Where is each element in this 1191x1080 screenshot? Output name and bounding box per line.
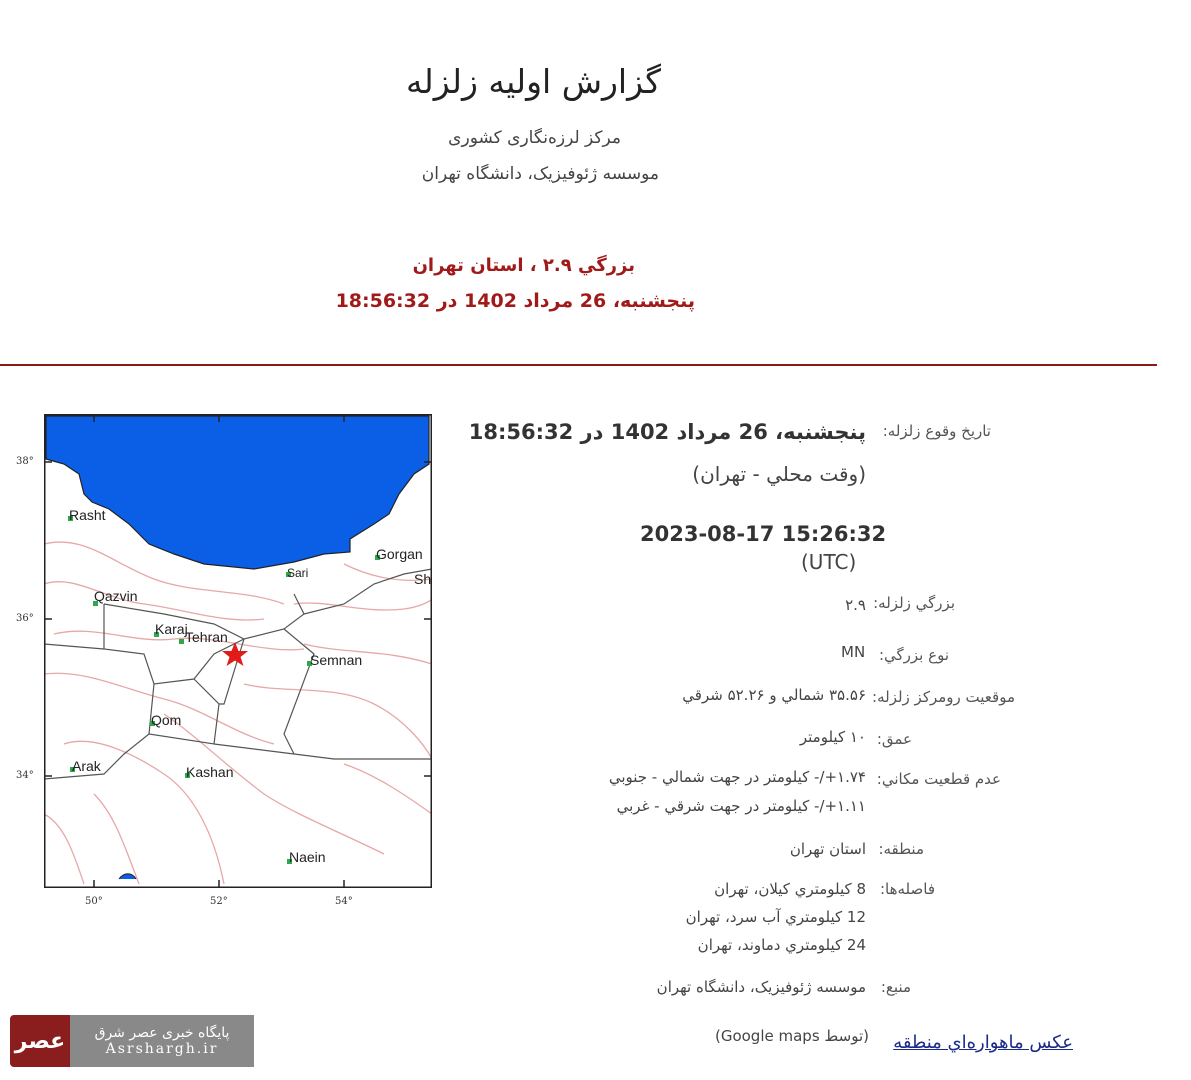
city-label: Sari — [287, 566, 309, 580]
satellite-link-note: (توسط Google maps) — [714, 1027, 869, 1045]
magtype-label: نوع بزرگي: — [878, 646, 949, 664]
time-utc: 2023-08-17 15:26:32 — [640, 522, 887, 546]
site-logo: عصر — [10, 1015, 70, 1067]
center-name: مرکز لرزه‌نگاری کشوری — [448, 128, 621, 148]
lat-tick-label: 36° — [16, 613, 34, 624]
lon-tick-label: 50° — [85, 896, 103, 907]
lon-tick-label: 52° — [210, 896, 228, 907]
distances-label: فاصله‌ها: — [879, 880, 935, 898]
datetime-headline: پنجشنبه، 26 مرداد 1402 در 18:56:32 — [335, 290, 695, 312]
city-label: Sh — [414, 571, 432, 587]
city-label: Naein — [289, 849, 326, 865]
magtype-value: MN — [841, 643, 866, 661]
satellite-image-link[interactable]: عكس ماهواره‌اي منطقه — [893, 1032, 1073, 1053]
header-divider — [0, 364, 1157, 366]
site-watermark — [10, 1015, 254, 1067]
city-label: Gorgan — [376, 546, 423, 562]
depth-value: ۱۰ كيلومتر — [799, 728, 866, 746]
uncertainty-label: عدم قطعيت مكاني: — [876, 770, 1001, 788]
source-label: منبع: — [880, 978, 911, 996]
site-url: Asrshargh.ir — [105, 1041, 219, 1057]
depth-label: عمق: — [876, 730, 912, 748]
distance-item: 12 كيلومتري آب سرد، تهران — [685, 908, 866, 926]
uncertainty-ns: ۱.۷۴+/- كيلومتر در جهت شمالي - جنوبي — [608, 768, 866, 786]
time-local-note: (وقت محلي - تهران) — [692, 462, 866, 486]
lat-tick-label: 38° — [16, 456, 34, 467]
source-value: موسسه ژئوفيزيک، دانشگاه تهران — [656, 978, 866, 996]
report-title: گزارش اولیه زلزله — [405, 62, 661, 101]
location-value: ۳۵.۵۶ شمالي و ۵۲.۲۶ شرقي — [682, 686, 866, 704]
city-dot — [179, 639, 184, 644]
city-label: Semnan — [310, 652, 363, 668]
watermark-text — [70, 1015, 254, 1067]
city-label: Karaj — [155, 621, 188, 637]
city-label: Rasht — [69, 507, 106, 523]
magnitude-headline: بزرگي ۲.۹ ، استان تهران — [412, 255, 635, 276]
region-value: استان تهران — [789, 840, 866, 858]
epicenter-map — [44, 414, 432, 888]
distance-item: 24 كيلومتري دماوند، تهران — [697, 936, 866, 954]
city-label: Kashan — [186, 764, 234, 780]
city-label: Arak — [72, 758, 101, 774]
city-label: Qom — [151, 712, 182, 728]
time-local: پنجشنبه، 26 مرداد 1402 در 18:56:32 — [468, 420, 866, 444]
region-label: منطقه: — [878, 840, 924, 858]
magnitude-value: ۲.۹ — [845, 596, 866, 614]
magnitude-label: بزرگي زلزله: — [873, 594, 955, 612]
city-label: Tehran — [185, 629, 228, 645]
time-utc-note: (UTC) — [801, 550, 857, 574]
location-label: موقعيت رومركز زلزله: — [872, 688, 1015, 706]
time-label: تاریخ وقوع زلزله: — [882, 422, 991, 440]
lon-tick-label: 54° — [335, 896, 353, 907]
lat-tick-label: 34° — [16, 770, 34, 781]
distance-item: 8 كيلومتري كيلان، تهران — [714, 880, 866, 898]
site-name: پایگاه خبری عصر شرق — [94, 1025, 230, 1041]
institute-name: موسسه ژئوفیزیک، دانشگاه تهران — [421, 164, 659, 184]
uncertainty-ew: ۱.۱۱+/- كيلومتر در جهت شرقي - غربي — [616, 797, 866, 815]
city-label: Qazvin — [94, 588, 138, 604]
